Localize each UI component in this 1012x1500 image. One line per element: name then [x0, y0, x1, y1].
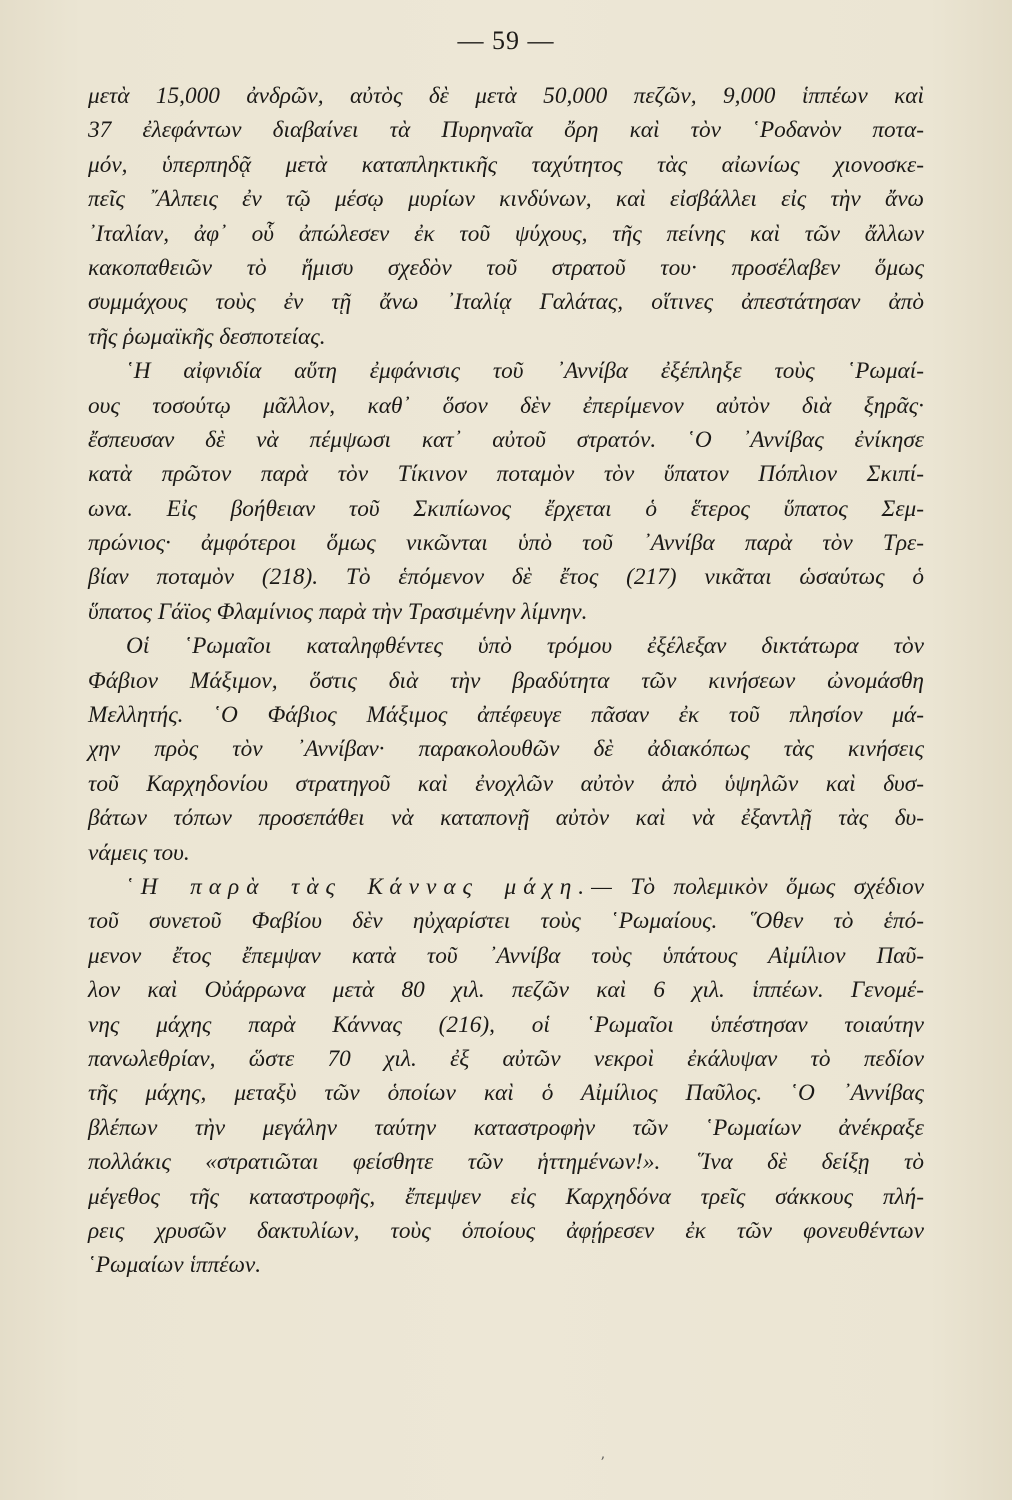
text-line: βλέπων τὴν μεγάλην ταύτην καταστροφὴν τῶν ῾Ρωμαίων ἀνέκραξε: [88, 1114, 924, 1141]
text-line: μέγεθος τῆς καταστροφῆς, ἔπεμψεν εἰς Καρχηδόνα τρεῖς σάκκους πλή-: [88, 1183, 924, 1210]
text-line: πεῖς ῎Αλπεις ἐν τῷ μέσῳ μυρίων κινδύνων, καὶ εἰσβάλλει εἰς τὴν ἄνω: [88, 186, 924, 213]
text-line: συμμάχους τοὺς ἐν τῇ ἄνω ᾿Ιταλίᾳ Γαλάτας, οἵτινες ἀπεστάτησαν ἀπὸ: [88, 289, 924, 316]
text-line: νάμεις του.: [88, 839, 190, 866]
text-line: 37 ἐλεφάντων διαβαίνει τὰ Πυρηναῖα ὄρη καὶ τὸν ῾Ροδανὸν ποτα-: [88, 117, 924, 144]
text-line: πανωλεθρίαν, ὥστε 70 χιλ. ἐξ αὐτῶν νεκροὶ ἐκάλυψαν τὸ πεδίον: [88, 1045, 924, 1072]
paragraph-start-line: Οἱ ῾Ρωμαῖοι καταληφθέντες ὑπὸ τρόμου ἐξέλεξαν δικτάτωρα τὸν: [126, 633, 924, 660]
text-line: βάτων τόπων προσεπάθει νὰ καταπονῇ αὐτὸν καὶ νὰ ἐξαντλῇ τὰς δυ-: [88, 805, 924, 832]
paragraph-start-line: ῾Η αἰφνιδία αὕτη ἐμφάνισις τοῦ ᾿Αννίβα ἐξέπληξε τοὺς ῾Ρωμαί-: [126, 358, 924, 385]
text-line: κακοπαθειῶν τὸ ἥμισυ σχεδὸν τοῦ στρατοῦ του· προσέλαβεν ὅμως: [88, 254, 924, 281]
text-line: νης μάχης παρὰ Κάννας (216), οἱ ῾Ρωμαῖοι ὑπέστησαν τοιαύτην: [88, 1011, 924, 1038]
text-line: ἔσπευσαν δὲ νὰ πέμψωσι κατ᾿ αὐτοῦ στρατόν. ῾Ο ᾿Αννίβας ἐνίκησε: [88, 426, 924, 453]
page-number: — 59 —: [457, 26, 555, 55]
text-line: τῆς ῥωμαϊκῆς δεσποτείας.: [88, 323, 326, 350]
body-text: [88, 79, 924, 1283]
text-line: κατὰ πρῶτον παρὰ τὸν Τίκινον ποταμὸν τὸν ὕπατον Πόπλιον Σκιπί-: [88, 461, 924, 488]
text-line: πρώνιος· ἀμφότεροι ὅμως νικῶνται ὑπὸ τοῦ ᾿Αννίβα παρὰ τὸν Τρε-: [88, 530, 924, 557]
text-line: Μελλητής. ῾Ο Φάβιος Μάξιμος ἀπέφευγε πᾶσαν ἐκ τοῦ πλησίον μά-: [88, 702, 924, 729]
text-line: ὕπατος Γάϊος Φλαμίνιος παρὰ τὴν Τρασιμένην λίμνην.: [88, 598, 588, 625]
text-line: ᾿Ιταλίαν, ἀφ᾿ οὗ ἀπώλεσεν ἐκ τοῦ ψύχους, τῆς πείνης καὶ τῶν ἄλλων: [88, 220, 924, 247]
text-line: χην πρὸς τὸν ᾿Αννίβαν· παρακολουθῶν δὲ ἀδιακόπως τὰς κινήσεις: [88, 736, 924, 763]
stray-ink-mark: ʼ: [600, 1455, 605, 1471]
text-line: πολλάκις «στρατιῶται φείσθητε τῶν ἡττημένων!». ῞Ινα δὲ δείξῃ τὸ: [88, 1149, 924, 1176]
text-line: τοῦ Καρχηδονίου στρατηγοῦ καὶ ἐνοχλῶν αὐτὸν ἀπὸ ὑψηλῶν καὶ δυσ-: [88, 770, 924, 797]
text-line: Φάβιον Μάξιμον, ὅστις διὰ τὴν βραδύτητα τῶν κινήσεων ὠνομάσθη: [88, 667, 924, 694]
text-line: τῆς μάχης, μεταξὺ τῶν ὁποίων καὶ ὁ Αἰμίλιος Παῦλος. ῾Ο ᾿Αννίβας: [88, 1080, 924, 1107]
text-line: βίαν ποταμὸν (218). Τὸ ἑπόμενον δὲ ἔτος (217) νικᾶται ὡσαύτως ὁ: [88, 564, 924, 591]
text-line: ους τοσούτῳ μᾶλλον, καθ᾿ ὅσον δὲν ἐπερίμενον αὐτὸν διὰ ξηρᾶς·: [88, 392, 924, 419]
text-line: μετὰ 15,000 ἀνδρῶν, αὐτὸς δὲ μετὰ 50,000 πεζῶν, 9,000 ἱππέων καὶ: [88, 83, 924, 109]
section-heading-rest: — Τὸ πολεμικὸν ὅμως σχέδιον: [591, 873, 924, 900]
section-heading: ῾Η παρὰ τὰς Κάννας μάχη.: [126, 873, 592, 900]
text-line: μόν, ὑπερπηδᾷ μετὰ καταπληκτικῆς ταχύτητος τὰς αἰωνίως χιονοσκε-: [88, 151, 924, 178]
text-line: ῾Ρωμαίων ἱππέων.: [88, 1252, 262, 1279]
text-line: ρεις χρυσῶν δακτυλίων, τοὺς ὁποίους ἀφῄρεσεν ἐκ τῶν φονευθέντων: [88, 1217, 924, 1244]
text-line: τοῦ συνετοῦ Φαβίου δὲν ηὐχαρίστει τοὺς ῾Ρωμαίους. ῞Οθεν τὸ ἑπό-: [88, 908, 924, 935]
section-heading-line: [88, 870, 924, 904]
text-line: μενον ἔτος ἔπεμψαν κατὰ τοῦ ᾿Αννίβα τοὺς ὑπάτους Αἰμίλιον Παῦ-: [88, 942, 924, 969]
text-line: λον καὶ Οὐάρρωνα μετὰ 80 χιλ. πεζῶν καὶ 6 χιλ. ἱππέων. Γενομέ-: [88, 977, 924, 1004]
text-line: ωνα. Εἰς βοήθειαν τοῦ Σκιπίωνος ἔρχεται ὁ ἕτερος ὕπατος Σεμ-: [88, 495, 924, 522]
